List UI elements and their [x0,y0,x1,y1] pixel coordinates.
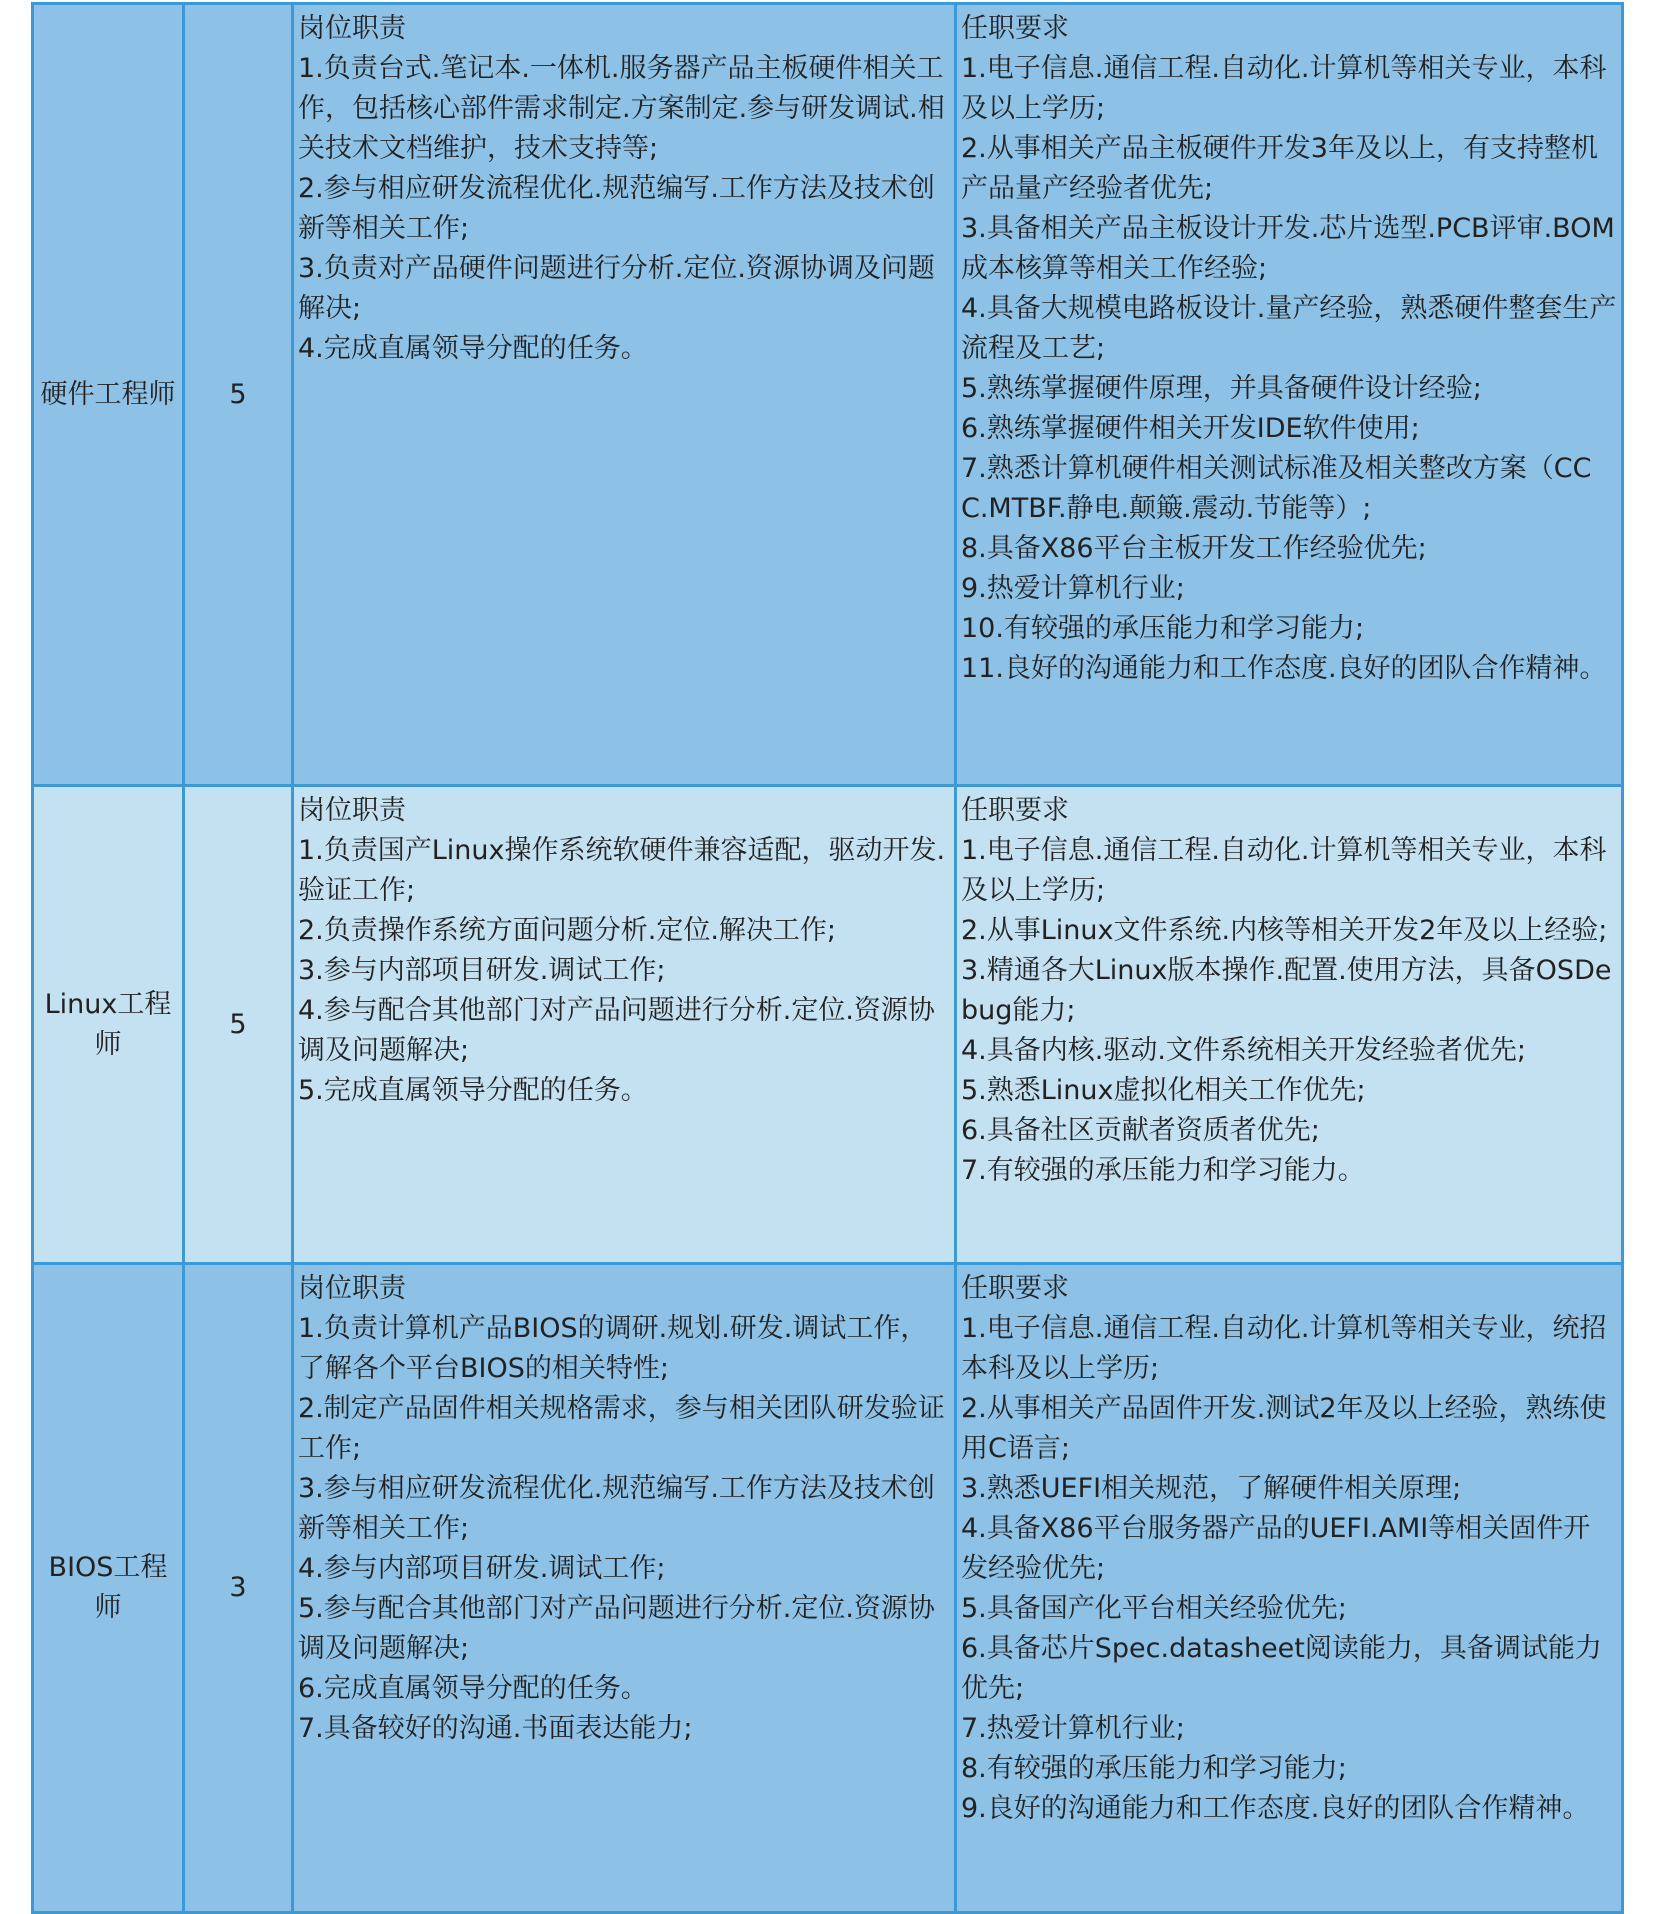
duty-item: 6.完成直属领导分配的任务。 [298,1673,648,1704]
job-openings-table [31,2,1624,1914]
position-title-cell [33,786,184,1264]
duties-heading: 岗位职责 [298,1273,406,1304]
duties-heading: 岗位职责 [298,13,406,44]
requirement-item: 9.良好的沟通能力和工作态度.良好的团队合作精神。 [961,1793,1590,1824]
headcount-cell [184,786,293,1264]
headcount: 3 [229,1572,247,1603]
headcount: 5 [229,378,247,410]
duty-item: 4.参与配合其他部门对产品问题进行分析.定位.资源协调及问题解决; [298,995,935,1066]
requirement-item: 6.熟练掌握硬件相关开发IDE软件使用; [961,413,1420,444]
position-title-cell [33,1264,184,1913]
duty-item: 4.参与内部项目研发.调试工作; [298,1553,666,1584]
requirement-item: 4.具备大规模电路板设计.量产经验，熟悉硬件整套生产流程及工艺; [961,293,1617,364]
requirement-item: 7.热爱计算机行业; [961,1713,1185,1744]
table-row-hardware-engineer [33,4,1623,786]
table-row-bios-engineer [33,1264,1623,1913]
duty-item: 4.完成直属领导分配的任务。 [298,333,648,364]
duties-cell [293,786,956,1264]
requirement-item: 3.具备相关产品主板设计开发.芯片选型.PCB评审.BOM成本核算等相关工作经验; [961,213,1615,284]
position-title: 硬件工程师 [40,378,176,410]
position-title: Linux工程师 [44,988,172,1060]
requirement-item: 9.热爱计算机行业; [961,573,1185,604]
duty-item: 2.负责操作系统方面问题分析.定位.解决工作; [298,915,837,946]
requirement-item: 1.电子信息.通信工程.自动化.计算机等相关专业，本科及以上学历; [961,835,1607,906]
requirement-item: 2.从事Linux文件系统.内核等相关开发2年及以上经验; [961,915,1608,946]
requirement-item: 8.具备X86平台主板开发工作经验优先; [961,533,1427,564]
requirement-item: 1.电子信息.通信工程.自动化.计算机等相关专业，本科及以上学历; [961,53,1607,124]
duty-item: 5.参与配合其他部门对产品问题进行分析.定位.资源协调及问题解决; [298,1593,935,1664]
requirements-heading: 任职要求 [961,1273,1069,1304]
duty-item: 3.参与内部项目研发.调试工作; [298,955,666,986]
requirement-item: 8.有较强的承压能力和学习能力; [961,1753,1347,1784]
duty-item: 1.负责台式.笔记本.一体机.服务器产品主板硬件相关工作，包括核心部件需求制定.方案制定.参与研发调试.相关技术文档维护，技术支持等; [298,53,945,164]
requirement-item: 5.熟悉Linux虚拟化相关工作优先; [961,1075,1366,1106]
requirements-cell [956,4,1623,786]
requirement-item: 5.具备国产化平台相关经验优先; [961,1593,1347,1624]
requirement-item: 2.从事相关产品固件开发.测试2年及以上经验，熟练使用C语言; [961,1393,1607,1464]
requirements-cell [956,1264,1623,1913]
requirement-item: 7.有较强的承压能力和学习能力。 [961,1155,1365,1186]
requirement-item: 5.熟练掌握硬件原理，并具备硬件设计经验; [961,373,1482,404]
requirement-item: 6.具备社区贡献者资质者优先; [961,1115,1320,1146]
duty-item: 7.具备较好的沟通.书面表达能力; [298,1713,693,1744]
requirement-item: 11.良好的沟通能力和工作态度.良好的团队合作精神。 [961,653,1607,684]
duties-cell [293,1264,956,1913]
duty-item: 3.负责对产品硬件问题进行分析.定位.资源协调及问题解决; [298,253,935,324]
requirements-heading: 任职要求 [961,795,1069,826]
requirement-item: 7.熟悉计算机硬件相关测试标准及相关整改方案（CCC.MTBF.静电.颠簸.震动.节能等）; [961,453,1592,524]
requirements-heading: 任职要求 [961,13,1069,44]
duty-item: 2.制定产品固件相关规格需求，参与相关团队研发验证工作; [298,1393,945,1464]
headcount-cell [184,4,293,786]
requirement-item: 3.精通各大Linux版本操作.配置.使用方法，具备OSDebug能力; [961,955,1612,1026]
requirement-item: 6.具备芯片Spec.datasheet阅读能力，具备调试能力优先; [961,1633,1602,1704]
duties-cell [293,4,956,786]
requirement-item: 4.具备X86平台服务器产品的UEFI.AMI等相关固件开发经验优先; [961,1513,1591,1584]
requirement-item: 1.电子信息.通信工程.自动化.计算机等相关专业，统招本科及以上学历; [961,1313,1607,1384]
position-title-cell [33,4,184,786]
table-row-linux-engineer [33,786,1623,1264]
duties-heading: 岗位职责 [298,795,406,826]
duty-item: 1.负责计算机产品BIOS的调研.规划.研发.调试工作，了解各个平台BIOS的相关特性; [298,1313,928,1384]
duty-item: 1.负责国产Linux操作系统软硬件兼容适配，驱动开发.验证工作; [298,835,946,906]
duty-item: 5.完成直属领导分配的任务。 [298,1075,648,1106]
position-title: BIOS工程师 [48,1552,168,1623]
requirement-item: 2.从事相关产品主板硬件开发3年及以上，有支持整机产品量产经验者优先; [961,133,1598,204]
headcount: 5 [229,1008,247,1040]
requirement-item: 4.具备内核.驱动.文件系统相关开发经验者优先; [961,1035,1527,1066]
duty-item: 2.参与相应研发流程优化.规范编写.工作方法及技术创新等相关工作; [298,173,935,244]
requirement-item: 3.熟悉UEFI相关规范，了解硬件相关原理; [961,1473,1462,1504]
requirement-item: 10.有较强的承压能力和学习能力; [961,613,1365,644]
requirements-cell [956,786,1623,1264]
headcount-cell [184,1264,293,1913]
duty-item: 3.参与相应研发流程优化.规范编写.工作方法及技术创新等相关工作; [298,1473,935,1544]
